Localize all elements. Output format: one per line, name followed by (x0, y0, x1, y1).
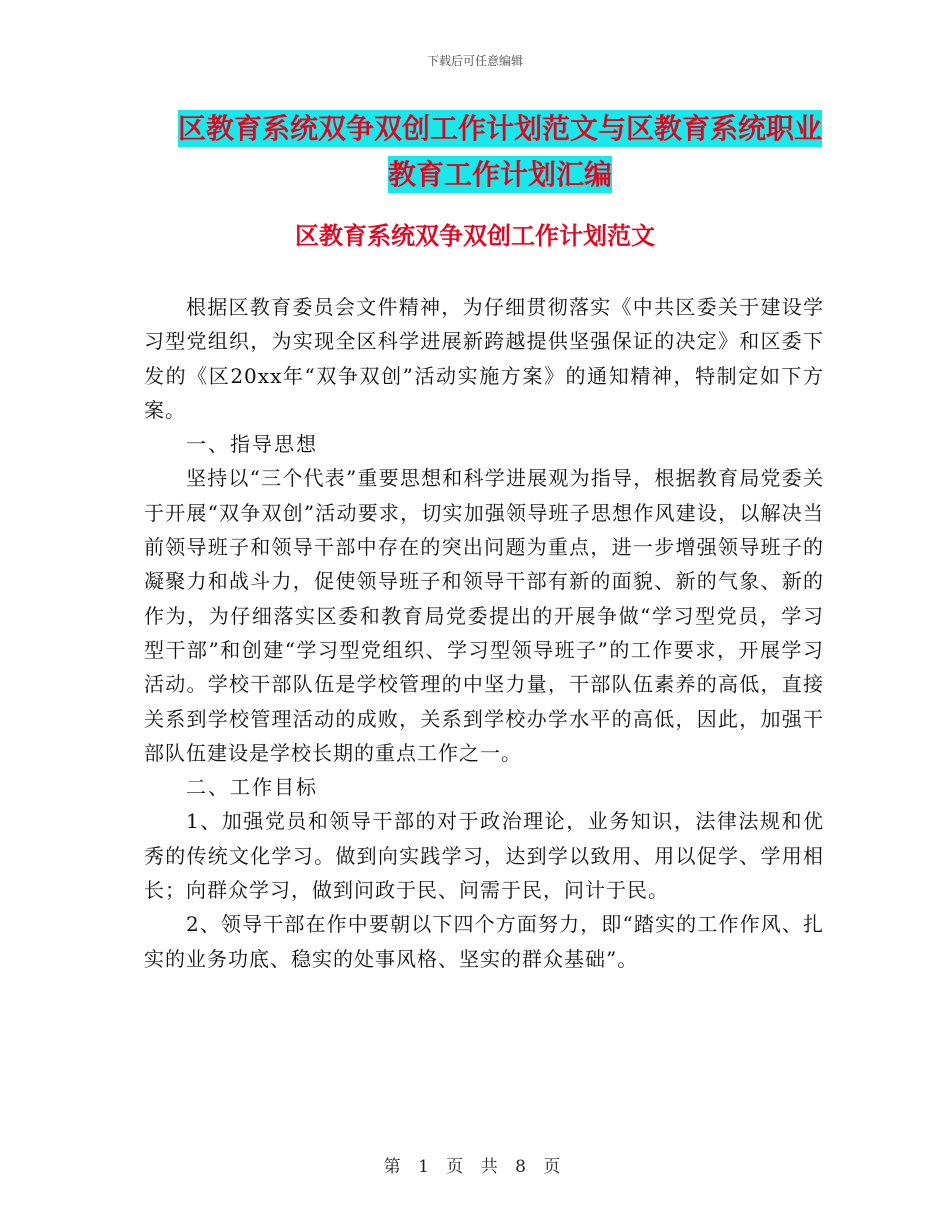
goal-item-2: 2、领导干部在作中要朝以下四个方面努力，即“踏实的工作作风、扎实的业务功底、稳实的处事风格、坚实的群众基础”。 (144, 912, 824, 971)
intro-paragraph: 根据区教育委员会文件精神，为仔细贯彻落实《中共区委关于建设学习型党组织，为实现全区科学进展新跨越提供坚强保证的决定》和区委下发的《区20xx年“双争双创”活动实施方案》的通知精神，特制定如下方案。 (144, 295, 824, 422)
document-title-line-2: 教育工作计划汇编 (387, 158, 612, 191)
document-title (140, 106, 860, 198)
guiding-ideology-paragraph: 坚持以“三个代表”重要思想和科学进展观为指导，根据教育局党委关于开展“双争双创”活动要求，切实加强领导班子思想作风建设，以解决当前领导班子和领导干部中存在的突出问题为重点，进一步增强领导班子的凝聚力和战斗力，促使领导班子和领导干部有新的面貌、新的气象、新的作为，为仔细落实区委和教育局党委提出的开展争做“学习型党员，学习型干部”和创建“学习型党组织、学习型领导班子”的工作要求，开展学习活动。学校干部队伍是学校管理的中坚力量，干部队伍素养的高低，直接关系到学校管理活动的成败，关系到学校办学水平的高低，因此，加强干部队伍建设是学校长期的重点工作之一。 (144, 466, 824, 765)
document-body (144, 290, 824, 976)
section-title: 区教育系统双争双创工作计划范文 (295, 222, 655, 250)
document-title-line-1: 区教育系统双争双创工作计划范文与区教育系统职业 (177, 112, 822, 145)
heading-guiding-ideology: 一、指导思想 (186, 432, 318, 457)
header-note: 下载后可任意编辑 (426, 54, 523, 68)
goal-item-1: 1、加强党员和领导干部的对于政治理论，业务知识，法律法规和优秀的传统文化学习。做到向实践学习，达到学以致用、用以促学、学用相长；向群众学习，做到问政于民、问需于民，问计于民。 (144, 809, 824, 903)
heading-work-goals: 二、工作目标 (186, 775, 318, 800)
page-footer: 第 1 页 共 8 页 (383, 1157, 567, 1177)
